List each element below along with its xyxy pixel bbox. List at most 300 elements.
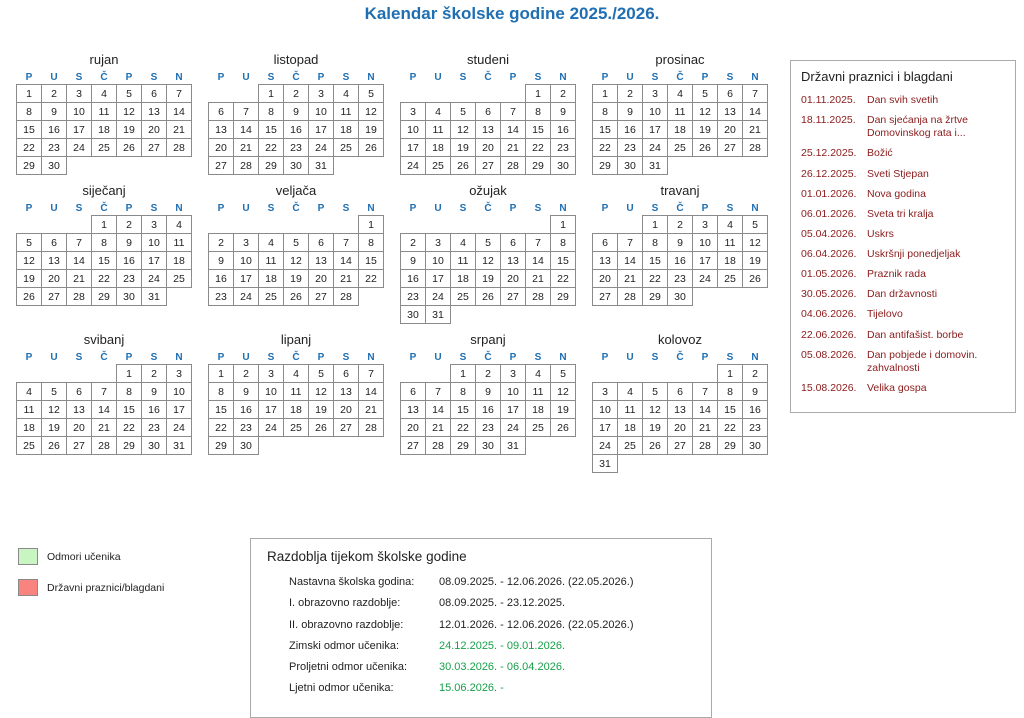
weekday-header: S [651, 202, 659, 214]
day-cell: 15 [451, 401, 476, 419]
week-row [17, 216, 192, 234]
day-cell: 20 [718, 121, 743, 139]
day-cell-empty [501, 216, 526, 234]
month-veljača [200, 183, 392, 324]
month-name: studeni [467, 52, 509, 67]
day-cell: 18 [718, 252, 743, 270]
day-cell: 3 [693, 216, 718, 234]
day-cell: 4 [451, 234, 476, 252]
day-cell: 13 [42, 252, 67, 270]
week-row [401, 401, 576, 419]
weekday-header: P [509, 351, 517, 363]
day-cell: 4 [92, 85, 117, 103]
week-row [17, 103, 192, 121]
weekday-header: P [125, 202, 133, 214]
legend [18, 548, 218, 610]
day-cell: 14 [234, 121, 259, 139]
day-cell: 11 [92, 103, 117, 121]
day-cell: 24 [234, 288, 259, 306]
month-table [592, 70, 768, 175]
weekday-header: N [175, 351, 183, 363]
week-row [593, 234, 768, 252]
week-row [401, 419, 576, 437]
day-cell: 7 [526, 234, 551, 252]
week-row [17, 401, 192, 419]
day-cell: 12 [359, 103, 384, 121]
day-cell: 27 [309, 288, 334, 306]
day-cell-empty [42, 365, 67, 383]
legend-swatch-holiday [18, 579, 38, 596]
holiday-date: 01.01.2026. [801, 187, 857, 200]
weekday-header: P [601, 71, 609, 83]
weekday-header: S [267, 71, 275, 83]
day-cell: 10 [501, 383, 526, 401]
period-item [267, 596, 699, 610]
day-cell: 1 [643, 216, 668, 234]
day-cell: 2 [142, 365, 167, 383]
day-cell: 16 [551, 121, 576, 139]
day-cell: 7 [334, 234, 359, 252]
day-cell: 10 [234, 252, 259, 270]
week-row [17, 139, 192, 157]
day-cell-empty [67, 365, 92, 383]
day-cell: 25 [284, 419, 309, 437]
day-cell: 28 [526, 288, 551, 306]
day-cell: 2 [743, 365, 768, 383]
calendar-months [8, 52, 778, 481]
holiday-date: 01.05.2026. [801, 268, 857, 281]
holiday-item [801, 168, 1007, 181]
day-cell: 2 [668, 216, 693, 234]
day-cell: 25 [718, 270, 743, 288]
weekday-header: U [434, 351, 442, 363]
day-cell: 20 [42, 270, 67, 288]
weekday-header: P [25, 351, 33, 363]
day-cell: 5 [643, 383, 668, 401]
week-row [209, 85, 384, 103]
holidays-panel-heading: Državni praznici i blagdani [801, 69, 953, 84]
weekday-header: N [751, 202, 759, 214]
day-cell-empty [668, 455, 693, 473]
day-cell: 16 [668, 252, 693, 270]
day-cell: 21 [693, 419, 718, 437]
day-cell: 7 [743, 85, 768, 103]
day-cell: 30 [743, 437, 768, 455]
day-cell: 4 [668, 85, 693, 103]
holiday-date: 30.05.2026. [801, 288, 857, 301]
day-cell: 12 [309, 383, 334, 401]
day-cell: 13 [309, 252, 334, 270]
month-listopad [200, 52, 392, 175]
weekday-header: S [726, 351, 734, 363]
day-cell: 25 [526, 419, 551, 437]
period-value: 24.12.2025. - 09.01.2026. [439, 639, 565, 652]
week-row [401, 157, 576, 175]
day-cell: 30 [142, 437, 167, 455]
day-cell: 13 [593, 252, 618, 270]
week-row [401, 103, 576, 121]
day-cell: 12 [451, 121, 476, 139]
day-cell: 6 [668, 383, 693, 401]
week-row [593, 103, 768, 121]
day-cell: 7 [426, 383, 451, 401]
day-cell: 21 [743, 121, 768, 139]
day-cell: 7 [67, 234, 92, 252]
day-cell: 25 [259, 288, 284, 306]
day-cell-empty [668, 157, 693, 175]
weekday-header: S [726, 71, 734, 83]
day-cell: 26 [551, 419, 576, 437]
day-cell: 26 [693, 139, 718, 157]
weekday-header: P [409, 351, 417, 363]
day-cell: 20 [476, 139, 501, 157]
week-row [401, 85, 576, 103]
legend-label-holiday: Državni praznici/blagdani [47, 581, 165, 594]
day-cell: 18 [92, 121, 117, 139]
week-row [17, 288, 192, 306]
weekday-header: P [601, 202, 609, 214]
month-studeni [392, 52, 584, 175]
weekday-header: U [50, 351, 58, 363]
day-cell: 19 [309, 401, 334, 419]
day-cell-empty [209, 216, 234, 234]
weekday-header: U [434, 71, 442, 83]
day-cell: 5 [117, 85, 142, 103]
day-cell: 19 [17, 270, 42, 288]
day-cell: 24 [67, 139, 92, 157]
day-cell: 7 [501, 103, 526, 121]
legend-item [18, 579, 218, 596]
day-cell: 24 [309, 139, 334, 157]
day-cell: 8 [259, 103, 284, 121]
day-cell: 21 [167, 121, 192, 139]
day-cell: 21 [359, 401, 384, 419]
day-cell: 18 [451, 270, 476, 288]
month-table [592, 350, 768, 473]
day-cell: 26 [743, 270, 768, 288]
day-cell-empty [359, 288, 384, 306]
weekday-header: Č [484, 202, 492, 214]
day-cell: 29 [526, 157, 551, 175]
day-cell: 4 [259, 234, 284, 252]
holiday-item [801, 308, 1007, 321]
day-cell: 1 [451, 365, 476, 383]
day-cell: 15 [359, 252, 384, 270]
period-label: Nastavna školska godina: [289, 576, 415, 588]
day-cell-empty [668, 365, 693, 383]
day-cell: 18 [259, 270, 284, 288]
day-cell: 6 [209, 103, 234, 121]
day-cell-empty [718, 157, 743, 175]
day-cell: 12 [643, 401, 668, 419]
day-cell: 14 [693, 401, 718, 419]
day-cell: 2 [209, 234, 234, 252]
day-cell: 24 [167, 419, 192, 437]
month-kolovoz [584, 332, 776, 473]
day-cell: 29 [551, 288, 576, 306]
month-name: prosinac [655, 52, 705, 67]
day-cell: 20 [67, 419, 92, 437]
day-cell: 14 [618, 252, 643, 270]
day-cell: 27 [401, 437, 426, 455]
day-cell-empty [693, 365, 718, 383]
period-item [267, 575, 699, 589]
legend-swatch-vacation [18, 548, 38, 565]
month-name: rujan [89, 52, 119, 67]
day-cell-empty [259, 437, 284, 455]
day-cell: 11 [259, 252, 284, 270]
weekday-header: S [267, 351, 275, 363]
day-cell: 23 [234, 419, 259, 437]
day-cell: 10 [142, 234, 167, 252]
holiday-item [801, 349, 1007, 375]
day-cell: 9 [743, 383, 768, 401]
month-table [400, 70, 576, 175]
legend-item [18, 548, 218, 565]
day-cell: 7 [359, 365, 384, 383]
day-cell: 22 [117, 419, 142, 437]
month-name: srpanj [470, 332, 506, 347]
weekday-header: P [217, 202, 225, 214]
day-cell-empty [593, 365, 618, 383]
holiday-date: 06.01.2026. [801, 207, 857, 220]
month-table [208, 350, 384, 455]
month-name: ožujak [469, 183, 507, 198]
day-cell: 17 [167, 401, 192, 419]
day-cell: 27 [67, 437, 92, 455]
day-cell: 3 [309, 85, 334, 103]
day-cell: 28 [743, 139, 768, 157]
holiday-item [801, 94, 1007, 107]
day-cell: 9 [42, 103, 67, 121]
day-cell: 5 [42, 383, 67, 401]
day-cell: 24 [259, 419, 284, 437]
day-cell: 8 [92, 234, 117, 252]
month-row [8, 332, 778, 473]
day-cell: 10 [309, 103, 334, 121]
holiday-date: 01.11.2025. [801, 94, 856, 106]
day-cell-empty [451, 216, 476, 234]
day-cell-empty [309, 437, 334, 455]
week-row [401, 252, 576, 270]
day-cell: 7 [618, 234, 643, 252]
day-cell: 18 [526, 401, 551, 419]
weekday-header: N [367, 71, 375, 83]
day-cell-empty [743, 455, 768, 473]
day-cell: 16 [284, 121, 309, 139]
weekday-header: S [75, 202, 83, 214]
day-cell: 12 [693, 103, 718, 121]
weekday-header: U [626, 351, 634, 363]
day-cell-empty [618, 216, 643, 234]
holiday-date: 06.04.2026. [801, 248, 857, 260]
day-cell: 9 [209, 252, 234, 270]
week-row [593, 216, 768, 234]
day-cell: 9 [476, 383, 501, 401]
day-cell: 29 [593, 157, 618, 175]
weekday-header: U [626, 71, 634, 83]
week-row [401, 288, 576, 306]
month-name: veljača [275, 183, 317, 198]
day-cell: 29 [209, 437, 234, 455]
day-cell: 7 [167, 85, 192, 103]
day-cell: 16 [401, 270, 426, 288]
day-cell: 13 [501, 252, 526, 270]
day-cell: 1 [117, 365, 142, 383]
day-cell: 19 [743, 252, 768, 270]
day-cell: 11 [167, 234, 192, 252]
period-item [267, 618, 699, 632]
day-cell: 20 [334, 401, 359, 419]
weekday-header: Č [484, 351, 492, 363]
month-table [16, 201, 192, 306]
period-value: 12.01.2026. - 12.06.2026. (22.05.2026.) [439, 618, 634, 631]
day-cell: 11 [284, 383, 309, 401]
day-cell: 17 [67, 121, 92, 139]
period-label: II. obrazovno razdoblje: [289, 618, 404, 631]
day-cell: 23 [42, 139, 67, 157]
month-table [400, 350, 576, 455]
day-cell: 26 [17, 288, 42, 306]
day-cell: 1 [17, 85, 42, 103]
period-label: Ljetni odmor učenika: [289, 682, 394, 695]
week-row [401, 139, 576, 157]
day-cell: 6 [593, 234, 618, 252]
month-name: svibanj [83, 332, 125, 347]
day-cell-empty [501, 306, 526, 324]
day-cell: 10 [167, 383, 192, 401]
day-cell: 21 [426, 419, 451, 437]
day-cell: 24 [142, 270, 167, 288]
day-cell: 13 [67, 401, 92, 419]
day-cell: 3 [142, 216, 167, 234]
day-cell: 16 [142, 401, 167, 419]
day-cell: 22 [718, 419, 743, 437]
week-row [593, 121, 768, 139]
weekday-header: N [559, 202, 567, 214]
week-row [209, 437, 384, 455]
day-cell: 26 [359, 139, 384, 157]
week-row [209, 288, 384, 306]
day-cell: 31 [593, 455, 618, 473]
day-cell: 15 [643, 252, 668, 270]
day-cell: 3 [167, 365, 192, 383]
day-cell: 9 [117, 234, 142, 252]
weekday-header: N [175, 202, 183, 214]
day-cell-empty [334, 216, 359, 234]
day-cell: 5 [693, 85, 718, 103]
holiday-item [801, 147, 1007, 160]
month-srpanj [392, 332, 584, 473]
weekday-header: U [50, 202, 58, 214]
weekday-header: P [701, 71, 709, 83]
day-cell: 1 [92, 216, 117, 234]
holiday-date: 15.08.2026. [801, 381, 857, 394]
holiday-name: Uskršnji ponedjeljak [867, 248, 961, 260]
day-cell: 23 [284, 139, 309, 157]
day-cell-empty [309, 216, 334, 234]
weekday-header: S [459, 202, 467, 214]
weekday-header: Č [676, 202, 684, 214]
period-label: Zimski odmor učenika: [289, 639, 400, 652]
day-cell: 4 [334, 85, 359, 103]
day-cell: 3 [593, 383, 618, 401]
day-cell: 26 [476, 288, 501, 306]
day-cell-empty [551, 306, 576, 324]
day-cell: 10 [693, 234, 718, 252]
day-cell: 8 [117, 383, 142, 401]
day-cell: 2 [42, 85, 67, 103]
month-prosinac [584, 52, 776, 175]
day-cell: 25 [17, 437, 42, 455]
week-row [593, 252, 768, 270]
day-cell: 17 [643, 121, 668, 139]
week-row [593, 157, 768, 175]
day-cell: 31 [142, 288, 167, 306]
day-cell: 17 [693, 252, 718, 270]
day-cell: 10 [67, 103, 92, 121]
day-cell: 20 [501, 270, 526, 288]
day-cell-empty [476, 85, 501, 103]
weekday-header: Č [292, 71, 300, 83]
day-cell: 11 [426, 121, 451, 139]
day-cell: 30 [117, 288, 142, 306]
day-cell: 14 [359, 383, 384, 401]
day-cell: 14 [167, 103, 192, 121]
day-cell: 31 [309, 157, 334, 175]
day-cell: 1 [551, 216, 576, 234]
day-cell: 18 [167, 252, 192, 270]
day-cell: 29 [718, 437, 743, 455]
day-cell: 11 [526, 383, 551, 401]
day-cell: 11 [334, 103, 359, 121]
day-cell: 12 [17, 252, 42, 270]
week-row [17, 234, 192, 252]
weekday-header: N [367, 351, 375, 363]
weekday-header: Č [676, 71, 684, 83]
day-cell-empty [593, 216, 618, 234]
day-cell-empty [718, 288, 743, 306]
month-name: travanj [660, 183, 700, 198]
day-cell: 6 [501, 234, 526, 252]
weekday-header: Č [484, 71, 492, 83]
day-cell: 4 [526, 365, 551, 383]
day-cell: 24 [501, 419, 526, 437]
week-row [209, 121, 384, 139]
holiday-item [801, 114, 1007, 140]
day-cell: 30 [284, 157, 309, 175]
day-cell-empty [67, 157, 92, 175]
day-cell: 26 [643, 437, 668, 455]
week-row [401, 121, 576, 139]
day-cell: 23 [142, 419, 167, 437]
day-cell: 7 [92, 383, 117, 401]
week-row [209, 103, 384, 121]
day-cell: 14 [426, 401, 451, 419]
day-cell: 22 [359, 270, 384, 288]
day-cell: 6 [718, 85, 743, 103]
day-cell: 20 [593, 270, 618, 288]
weekday-header: S [651, 71, 659, 83]
day-cell: 14 [743, 103, 768, 121]
day-cell-empty [401, 85, 426, 103]
day-cell: 22 [92, 270, 117, 288]
holiday-item [801, 248, 1007, 261]
day-cell-empty [526, 216, 551, 234]
day-cell-empty [643, 455, 668, 473]
day-cell: 10 [643, 103, 668, 121]
week-row [593, 383, 768, 401]
